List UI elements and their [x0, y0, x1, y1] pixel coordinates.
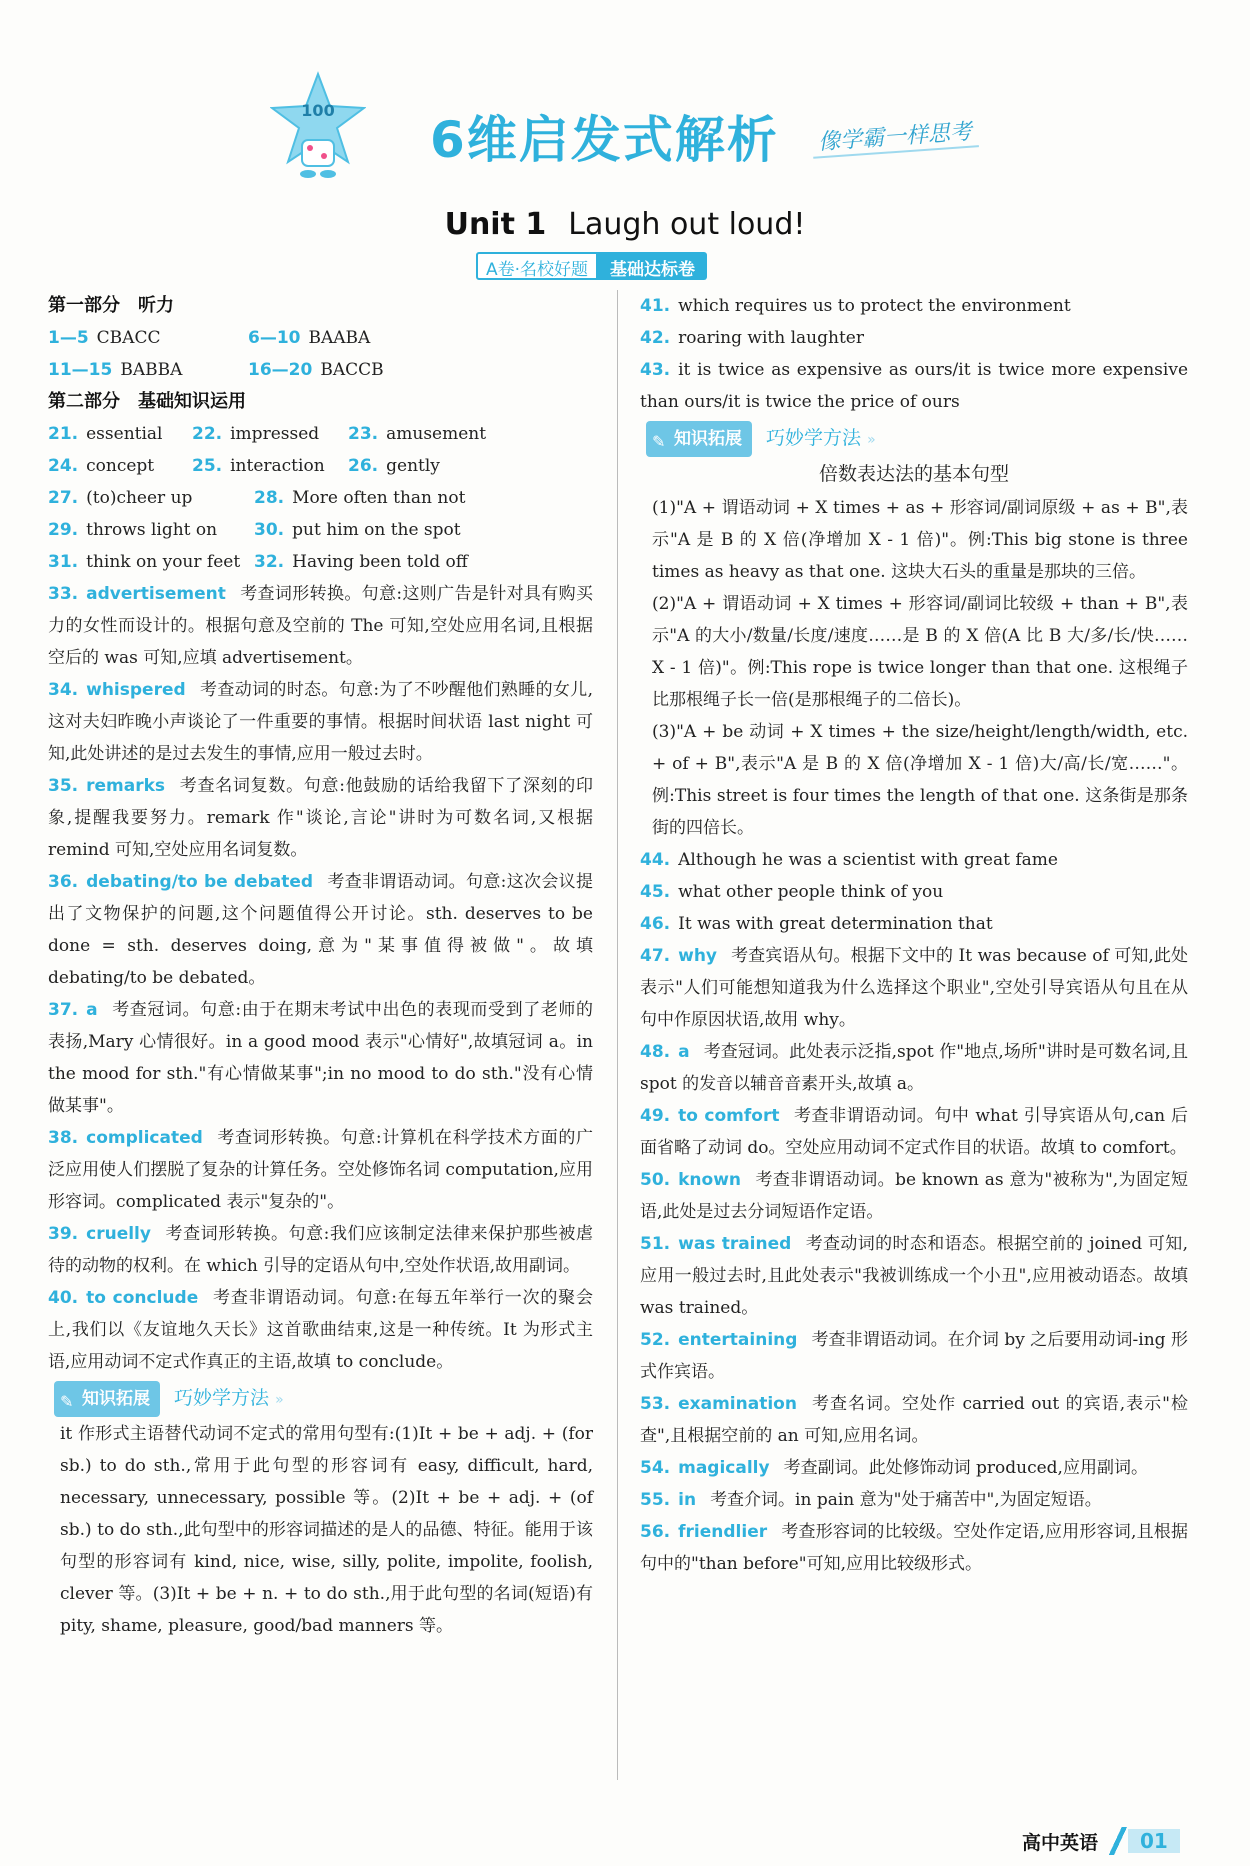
explained-item [640, 1036, 1188, 1100]
answer-text: throws light on [86, 520, 218, 540]
answer-cell [48, 322, 248, 354]
explained-item [48, 866, 593, 994]
answer-text: It was with great determination that [678, 914, 993, 934]
explained-item [640, 1100, 1188, 1164]
tagline-b: 基础达标卷 [598, 252, 707, 280]
explanation-text: 考查形容词的比较级。空处作定语,应用形容词,且根据句中的"than before"可知,应用比较级形式。 [640, 1522, 1188, 1574]
unit-title [0, 207, 1250, 242]
question-number: 1—5 [48, 328, 89, 348]
tip-paragraph: (1)"A + 谓语动词 + X times + as + 形容词/副词原级 + as + B",表示"A 是 B 的 X 倍(净增加 X - 1 倍)"。例:This big stone is three times as heavy as that one. 这块大石头的重量是那块的三倍。 [652, 498, 1188, 582]
tip-subtitle-text: 巧妙学方法 [174, 1387, 270, 1409]
answer-text: it is twice as expensive as ours/it is twice more expensive than ours/it is twice the price of ours [640, 360, 1188, 412]
question-number: 16—20 [248, 360, 313, 380]
tip-body: it 作形式主语替代动词不定式的常用句型有:(1)It + be + adj. + (for sb.) to do sth.,常用于此句型的形容词有 easy, difficult, hard, necessary, unnecessary, possible 等。(2)It + be + adj. + (of sb.) to do sth.,此句型中的形容词描述的是人的品德、特征。能用于该句型的形容词有 kind, nice, wise, silly, polite, impolite, foolish, clever 等。(3)It + be + n. + to do sth.,用于此句型的名词(短语)有 pity, shame, pleasure, good/bad manners 等。 [60, 1424, 593, 1636]
explained-item [640, 940, 1188, 1036]
question-number: 34. [48, 680, 79, 700]
answer-text: put him on the spot [292, 520, 461, 540]
tip-title: 倍数表达法的基本句型 [818, 463, 1009, 485]
question-number: 29. [48, 520, 79, 540]
answer-text: magically [678, 1458, 770, 1478]
tagline [476, 252, 707, 280]
answer-text: complicated [86, 1128, 203, 1148]
answer-cell [248, 354, 384, 386]
answer-cell [248, 322, 370, 354]
answer-text: gently [386, 456, 440, 476]
answer-cell [254, 482, 465, 514]
answer-text: in [678, 1490, 697, 1510]
question-number: 55. [640, 1490, 671, 1510]
answer-text: BAABA [308, 328, 371, 348]
lightbulb-icon: ✎ [652, 432, 666, 451]
tagline-a: A卷·名校好题 [476, 252, 598, 280]
question-number: 43. [640, 360, 671, 380]
tip-subtitle [766, 422, 876, 456]
question-number: 39. [48, 1224, 79, 1244]
lightbulb-icon: ✎ [60, 1392, 74, 1411]
explanation-text: 考查介词。in pain 意为"处于痛苦中",为固定短语。 [710, 1490, 1102, 1510]
answer-cell [48, 354, 248, 386]
question-number: 41. [640, 296, 671, 316]
explained-item [640, 1452, 1188, 1484]
explained-item [640, 1388, 1188, 1452]
explained-item [640, 1228, 1188, 1324]
answer-text: to comfort [678, 1106, 780, 1126]
answer-text: advertisement [86, 584, 226, 604]
tip-header [646, 422, 1188, 456]
answer-text: remarks [86, 776, 166, 796]
answer-cell [348, 418, 486, 450]
question-number: 33. [48, 584, 79, 604]
question-number: 47. [640, 946, 671, 966]
star-mascot-icon [270, 70, 366, 180]
answer-text: examination [678, 1394, 797, 1414]
explanation-text: 考查词形转换。句意:这则广告是针对具有购买力的女性而设计的。根据句意及空前的 The 可知,空处应用名词,且根据空后的 was 可知,应填 advertisement。 [48, 584, 593, 668]
unit-name: Laugh out loud! [568, 207, 806, 242]
explanation-text: 考查词形转换。句意:计算机在科学技术方面的广泛应用使人们摆脱了复杂的计算任务。空处修饰名词 computation,应用形容词。complicated 表示"复杂的"。 [48, 1128, 593, 1212]
answer-text: impressed [230, 424, 320, 444]
explanation-text: 考查宾语从句。根据下文中的 It was because of 可知,此处表示"人们可能想知道我为什么选择这个职业",空处引导宾语从句且在从句中作原因状语,故用 why。 [640, 946, 1188, 1030]
answer-line [640, 908, 1188, 940]
answer-row [48, 354, 593, 386]
answer-text: what other people think of you [678, 882, 944, 902]
answer-row [48, 450, 593, 482]
answer-text: entertaining [678, 1330, 798, 1350]
explained-item [48, 770, 593, 866]
question-number: 40. [48, 1288, 79, 1308]
answer-row [48, 514, 593, 546]
explanation-text: 考查非谓语动词。句意:这次会议提出了文物保护的问题,这个问题值得公开讨论。sth. deserves to be done = sth. deserves doing,意为"某事值得被做"。故填 debating/to be debated。 [48, 872, 593, 988]
question-number: 35. [48, 776, 79, 796]
chevron-right-icon: » [275, 1392, 284, 1408]
explanation-text: 考查动词的时态。句意:为了不吵醒他们熟睡的女儿,这对夫妇昨晚小声谈论了一件重要的事情。根据时间状语 last night 可知,此处讲述的是过去发生的事情,应用一般过去时。 [48, 680, 593, 764]
answer-text: interaction [230, 456, 325, 476]
header-slogan: 像学霸一样思考 [811, 114, 979, 159]
question-number: 27. [48, 488, 79, 508]
right-column [640, 290, 1188, 1580]
explained-item [48, 674, 593, 770]
explanation-text: 考查非谓语动词。句中 what 引导宾语从句,can 后面省略了动词 do。空处应用动词不定式作目的状语。故填 to comfort。 [640, 1106, 1189, 1158]
question-number: 37. [48, 1000, 79, 1020]
question-number: 32. [254, 552, 285, 572]
footer-slash [1106, 1827, 1128, 1855]
question-number: 51. [640, 1234, 671, 1254]
unit-number: Unit 1 [444, 207, 547, 242]
answer-text: amusement [386, 424, 487, 444]
question-number: 52. [640, 1330, 671, 1350]
question-number: 23. [348, 424, 379, 444]
answer-text: CBACC [96, 328, 161, 348]
explained-item [640, 1516, 1188, 1580]
footer-subject: 高中英语 [1022, 1831, 1099, 1854]
answer-text: roaring with laughter [678, 328, 864, 348]
question-number: 54. [640, 1458, 671, 1478]
explained-item [48, 578, 593, 674]
answer-row [48, 546, 593, 578]
explained-item [640, 1324, 1188, 1388]
tip-header [54, 1382, 593, 1416]
question-number: 22. [192, 424, 223, 444]
answer-text: was trained [678, 1234, 792, 1254]
header-title: 6维启发式解析 [430, 111, 779, 169]
answer-text: a [678, 1042, 690, 1062]
explained-item [48, 1218, 593, 1282]
answer-cell [192, 450, 348, 482]
answer-text: a [86, 1000, 98, 1020]
explanation-text: 考查名词复数。句意:他鼓励的话给我留下了深刻的印象,提醒我要努力。remark 作"谈论,言论"讲时为可数名词,又根据 remind 可知,空处应用名词复数。 [48, 776, 593, 860]
question-number: 48. [640, 1042, 671, 1062]
answer-cell [254, 546, 468, 578]
answer-text: friendlier [678, 1522, 768, 1542]
tip-subtitle-text: 巧妙学方法 [766, 427, 862, 449]
question-number: 53. [640, 1394, 671, 1414]
tip-badge-label: 知识拓展 [674, 429, 742, 449]
question-number: 24. [48, 456, 79, 476]
footer [1022, 1826, 1180, 1856]
explained-item [48, 1282, 593, 1378]
tip-subtitle [174, 1382, 284, 1416]
svg-text:100: 100 [301, 101, 335, 120]
question-number: 56. [640, 1522, 671, 1542]
answer-row [48, 482, 593, 514]
answer-cell [48, 514, 254, 546]
explained-item [640, 1484, 1188, 1516]
question-number: 6—10 [248, 328, 301, 348]
explanation-text: 考查冠词。此处表示泛指,spot 作"地点,场所"讲时是可数名词,且 spot 的发音以辅音音素开头,故填 a。 [640, 1042, 1188, 1094]
answer-text: cruelly [86, 1224, 151, 1244]
explanation-text: 考查名词。空处作 carried out 的宾语,表示"检查",且根据空前的 an 可知,应用名词。 [640, 1394, 1188, 1446]
question-number: 11—15 [48, 360, 113, 380]
question-number: 28. [254, 488, 285, 508]
answer-text: BACCB [320, 360, 384, 380]
tip-badge [54, 1381, 160, 1417]
part2-heading: 第二部分 基础知识运用 [48, 391, 246, 412]
answer-line [640, 354, 1188, 418]
answer-line [640, 844, 1188, 876]
question-number: 26. [348, 456, 379, 476]
answer-cell [192, 418, 348, 450]
answer-text: debating/to be debated [86, 872, 314, 892]
explanation-text: 考查非谓语动词。句意:在每五年举行一次的聚会上,我们以《友谊地久天长》这首歌曲结束,这是一种传统。It 为形式主语,应用动词不定式作真正的主语,故填 to conclude。 [48, 1288, 593, 1372]
answer-text: which requires us to protect the environment [678, 296, 1071, 316]
header [0, 60, 1250, 180]
tip-badge [646, 421, 752, 457]
page-number: 01 [1128, 1829, 1180, 1853]
question-number: 38. [48, 1128, 79, 1148]
question-number: 50. [640, 1170, 671, 1190]
answer-cell [48, 546, 254, 578]
tip-paragraph: (2)"A + 谓语动词 + X times + 形容词/副词比较级 + than + B",表示"A 的大小/数量/长度/速度……是 B 的 X 倍(A 比 B 大/多/长/快……X - 1 倍)"。例:This rope is twice longer than that one. 这根绳子比那根绳子长一倍(是那根绳子的二倍长)。 [652, 594, 1188, 710]
explanation-text: 考查词形转换。句意:我们应该制定法律来保护那些被虐待的动物的权利。在 which 引导的定语从句中,空处作状语,故用副词。 [48, 1224, 593, 1276]
question-number: 25. [192, 456, 223, 476]
answer-cell [254, 514, 461, 546]
answer-text: BABBA [120, 360, 183, 380]
answer-text: known [678, 1170, 742, 1190]
question-number: 45. [640, 882, 671, 902]
answer-row [48, 418, 593, 450]
explanation-text: 考查冠词。句意:由于在期末考试中出色的表现而受到了老师的表扬,Mary 心情很好。in a good mood 表示"心情好",故填冠词 a。in the mood for sth."有心情做某事";in no mood to do sth."没有心情做某事"。 [48, 1000, 593, 1116]
chevron-right-icon: » [867, 432, 876, 448]
answer-text: Although he was a scientist with great fame [678, 850, 1058, 870]
explained-item [48, 1122, 593, 1218]
answer-line [640, 876, 1188, 908]
explanation-text: 考查非谓语动词。be known as 意为"被称为",为固定短语,此处是过去分词短语作定语。 [640, 1170, 1188, 1222]
answer-text: to conclude [86, 1288, 199, 1308]
explanation-text: 考查非谓语动词。在介词 by 之后要用动词-ing 形式作宾语。 [640, 1330, 1188, 1382]
answer-text: (to)cheer up [86, 488, 193, 508]
explained-item [640, 1164, 1188, 1228]
question-number: 49. [640, 1106, 671, 1126]
part1-heading: 第一部分 听力 [48, 295, 174, 316]
answer-text: think on your feet [86, 552, 241, 572]
answer-text: Having been told off [292, 552, 468, 572]
question-number: 36. [48, 872, 79, 892]
tip-paragraph: (3)"A + be 动词 + X times + the size/height/length/width, etc. + of + B",表示"A 是 B 的 X 倍(净增加 X - 1 倍)大/高/长/宽……"。例:This street is four times the length of that one. 这条街是那条街的四倍长。 [652, 722, 1188, 838]
question-number: 31. [48, 552, 79, 572]
explanation-text: 考查动词的时态和语态。根据空前的 joined 可知,应用一般过去时,且此处表示"我被训练成一个小丑",应用被动语态。故填 was trained。 [640, 1234, 1189, 1318]
answer-text: concept [86, 456, 155, 476]
answer-text: essential [86, 424, 163, 444]
question-number: 21. [48, 424, 79, 444]
answer-line [640, 322, 1188, 354]
question-number: 42. [640, 328, 671, 348]
column-divider [617, 290, 618, 1780]
question-number: 46. [640, 914, 671, 934]
answer-cell [348, 450, 440, 482]
question-number: 44. [640, 850, 671, 870]
answer-text: More often than not [292, 488, 466, 508]
answer-row [48, 322, 593, 354]
tip-badge-label: 知识拓展 [82, 1389, 150, 1409]
answer-cell [48, 482, 254, 514]
answer-text: whispered [86, 680, 186, 700]
answer-line [640, 290, 1188, 322]
explained-item [48, 994, 593, 1122]
answer-text: why [678, 946, 718, 966]
explanation-text: 考查副词。此处修饰动词 produced,应用副词。 [783, 1458, 1148, 1478]
answer-cell [48, 450, 192, 482]
question-number: 30. [254, 520, 285, 540]
left-column [48, 290, 593, 1642]
answer-cell [48, 418, 192, 450]
